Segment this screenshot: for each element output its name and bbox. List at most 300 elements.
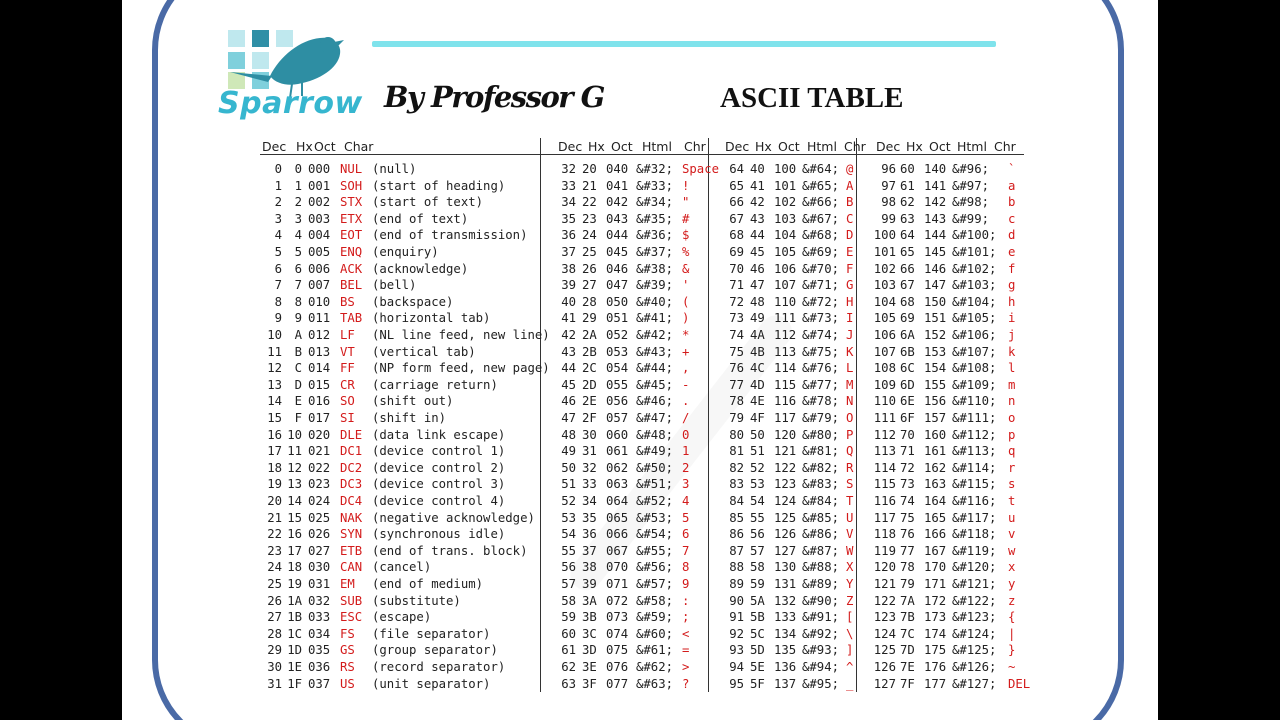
oct-cell: 074 [606,626,629,641]
dec-cell: 33 [561,178,576,193]
oct-cell: 025 [308,510,331,525]
hex-cell: 36 [582,527,597,542]
chr-cell: _ [846,676,854,691]
table-row [258,610,1028,627]
html-cell: &#32; [636,162,674,176]
chr-cell: } [1008,643,1016,658]
hex-cell: 31 [582,444,597,459]
table-row [258,179,1028,196]
hex-cell: 43 [750,211,765,226]
hex-cell: 78 [900,560,915,575]
char-desc-cell: (NP form feed, new page) [372,361,550,376]
oct-cell: 023 [308,477,331,492]
chr-cell: 9 [682,577,690,591]
hex-cell: 11 [287,444,302,459]
header-hx: Hx [296,139,313,154]
oct-cell: 132 [774,593,797,608]
dec-cell: 59 [561,610,576,625]
hex-cell: 46 [750,261,765,276]
oct-cell: 177 [924,676,947,691]
oct-cell: 045 [606,245,629,259]
dec-cell: 108 [873,361,896,376]
html-cell: &#58; [636,593,674,608]
html-cell: &#89; [802,577,840,591]
oct-cell: 153 [924,344,947,359]
hex-cell: 4C [750,361,765,376]
html-cell: &#94; [802,660,840,674]
header-hx: Hx [755,139,772,154]
html-cell: &#96; [952,162,990,176]
oct-cell: 145 [924,245,947,259]
dec-cell: 15 [267,411,282,425]
hex-cell: 3B [582,610,597,625]
html-cell: &#44; [636,361,674,376]
hex-cell: 18 [287,560,302,575]
table-row [258,511,1028,528]
chr-cell: O [846,411,854,425]
oct-cell: 052 [606,328,629,342]
chr-cell: M [846,377,854,392]
dec-cell: 47 [561,411,576,425]
dec-cell: 20 [267,494,282,508]
char-desc-cell: (negative acknowledge) [372,510,535,525]
dec-cell: 61 [561,643,576,658]
oct-cell: 160 [924,427,947,442]
table-row [258,295,1028,312]
dec-cell: 122 [873,593,896,608]
chr-cell: < [682,626,690,641]
header-dec: Dec [876,139,901,154]
dec-cell: 78 [729,394,744,409]
chr-cell: \ [846,626,854,641]
char-code-cell: SUB [340,593,363,608]
oct-cell: 175 [924,643,947,658]
chr-cell: u [1008,510,1016,525]
hex-cell: 50 [750,427,765,442]
oct-cell: 003 [308,211,331,226]
hex-cell: 27 [582,278,597,293]
header-dec: Dec [558,139,583,154]
oct-cell: 113 [774,344,797,359]
oct-cell: 120 [774,427,797,442]
hex-cell: 71 [900,444,915,459]
html-cell: &#86; [802,527,840,542]
html-cell: &#34; [636,195,674,210]
dec-cell: 14 [267,394,282,409]
hex-cell: 7 [294,278,302,293]
oct-cell: 140 [924,162,947,176]
table-row [258,195,1028,212]
html-cell: &#117; [952,510,997,525]
hex-cell: 54 [750,494,765,508]
dec-cell: 85 [729,510,744,525]
dec-cell: 90 [729,593,744,608]
header-oct: Oct [314,139,336,154]
html-cell: &#103; [952,278,997,293]
chr-cell: m [1008,377,1016,392]
chr-cell: k [1008,344,1016,359]
dec-cell: 116 [873,494,896,508]
html-cell: &#62; [636,660,674,674]
header-html: Html [957,139,987,154]
hex-cell: 5 [294,245,302,259]
html-cell: &#81; [802,444,840,459]
html-cell: &#85; [802,510,840,525]
dec-cell: 55 [561,543,576,558]
header-hx: Hx [588,139,605,154]
char-code-cell: BS [340,294,355,309]
chr-cell: 5 [682,510,690,525]
hex-cell: 39 [582,577,597,591]
oct-cell: 040 [606,162,629,176]
hex-cell: 2 [294,195,302,210]
chr-cell: % [682,245,690,259]
chr-cell: g [1008,278,1016,293]
hex-cell: 67 [900,278,915,293]
char-desc-cell: (bell) [372,278,417,293]
oct-cell: 173 [924,610,947,625]
oct-cell: 150 [924,294,947,309]
hex-cell: 53 [750,477,765,492]
dec-cell: 37 [561,245,576,259]
hex-cell: 23 [582,211,597,226]
char-desc-cell: (escape) [372,610,432,625]
oct-cell: 134 [774,626,797,641]
chr-cell: Z [846,593,854,608]
table-row [258,577,1028,594]
oct-cell: 046 [606,261,629,276]
html-cell: &#106; [952,328,997,342]
hex-cell: 62 [900,195,915,210]
char-code-cell: EOT [340,228,363,243]
ascii-table [258,136,1036,696]
table-row [258,643,1028,660]
chr-cell: | [1008,626,1016,641]
oct-cell: 167 [924,543,947,558]
char-code-cell: US [340,676,355,691]
dec-cell: 19 [267,477,282,492]
dec-cell: 53 [561,510,576,525]
html-cell: &#124; [952,626,997,641]
char-desc-cell: (cancel) [372,560,432,575]
hex-cell: 66 [900,261,915,276]
hex-cell: 51 [750,444,765,459]
oct-cell: 047 [606,278,629,293]
chr-cell: V [846,527,854,542]
table-row [258,278,1028,295]
char-desc-cell: (substitute) [372,593,461,608]
html-cell: &#91; [802,610,840,625]
header-html: Html [642,139,672,154]
dec-cell: 66 [729,195,744,210]
dec-cell: 58 [561,593,576,608]
oct-cell: 073 [606,610,629,625]
dec-cell: 91 [729,610,744,625]
html-cell: &#54; [636,527,674,542]
char-code-cell: SO [340,394,355,409]
chr-cell: J [846,328,854,342]
char-code-cell: DLE [340,427,363,442]
dec-cell: 5 [274,245,282,259]
dec-cell: 126 [873,660,896,674]
oct-cell: 152 [924,328,947,342]
oct-cell: 065 [606,510,629,525]
chr-cell: 7 [682,543,690,558]
hex-cell: 6D [900,377,915,392]
chr-cell: I [846,311,854,326]
html-cell: &#93; [802,643,840,658]
hex-cell: 3F [582,676,597,691]
oct-cell: 015 [308,377,331,392]
char-code-cell: EM [340,577,355,591]
hex-cell: 2E [582,394,597,409]
hex-cell: 76 [900,527,915,542]
chr-cell: q [1008,444,1016,459]
hex-cell: 70 [900,427,915,442]
hex-cell: 5E [750,660,765,674]
html-cell: &#53; [636,510,674,525]
table-row [258,411,1028,428]
chr-cell: 4 [682,494,690,508]
hex-cell: 48 [750,294,765,309]
dec-cell: 117 [873,510,896,525]
dec-cell: 109 [873,377,896,392]
hex-cell: 2D [582,377,597,392]
chr-cell: $ [682,228,690,243]
hex-cell: 5D [750,643,765,658]
dec-cell: 46 [561,394,576,409]
hex-cell: 2F [582,411,597,425]
table-row [258,477,1028,494]
chr-cell: o [1008,411,1016,425]
oct-cell: 030 [308,560,331,575]
hex-cell: 75 [900,510,915,525]
hex-cell: 5F [750,676,765,691]
oct-cell: 146 [924,261,947,276]
oct-cell: 135 [774,643,797,658]
oct-cell: 115 [774,377,797,392]
char-code-cell: NUL [340,162,363,176]
html-cell: &#97; [952,178,990,193]
chr-cell: , [682,361,690,376]
oct-cell: 164 [924,494,947,508]
dec-cell: 12 [267,361,282,376]
html-cell: &#50; [636,460,674,475]
html-cell: &#59; [636,610,674,625]
hex-cell: 7B [900,610,915,625]
dec-cell: 88 [729,560,744,575]
hex-cell: 1A [287,593,302,608]
chr-cell: ! [682,178,690,193]
chr-cell: ^ [846,660,854,674]
dec-cell: 7 [274,278,282,293]
char-desc-cell: (device control 4) [372,494,506,508]
oct-cell: 021 [308,444,331,459]
hex-cell: 59 [750,577,765,591]
dec-cell: 96 [881,162,896,176]
hex-cell: 5A [750,593,765,608]
chr-cell: P [846,427,854,442]
html-cell: &#121; [952,577,997,591]
html-cell: &#119; [952,543,997,558]
hex-cell: 0 [294,162,302,176]
dec-cell: 120 [873,560,896,575]
dec-cell: 52 [561,494,576,508]
page-title: ASCII TABLE [720,82,904,114]
html-cell: &#68; [802,228,840,243]
hex-cell: 6E [900,394,915,409]
hex-cell: 79 [900,577,915,591]
chr-cell: t [1008,494,1016,508]
html-cell: &#79; [802,411,840,425]
chr-cell: X [846,560,854,575]
hex-cell: 73 [900,477,915,492]
oct-cell: 001 [308,178,331,193]
dec-cell: 115 [873,477,896,492]
chr-cell: H [846,294,854,309]
char-code-cell: ESC [340,610,363,625]
html-cell: &#39; [636,278,674,293]
char-code-cell: SI [340,411,355,425]
chr-cell: b [1008,195,1016,210]
char-desc-cell: (vertical tab) [372,344,476,359]
html-cell: &#40; [636,294,674,309]
dec-cell: 114 [873,460,896,475]
html-cell: &#82; [802,460,840,475]
oct-cell: 104 [774,228,797,243]
hex-cell: 19 [287,577,302,591]
hex-cell: 29 [582,311,597,326]
oct-cell: 042 [606,195,629,210]
hex-cell: 6 [294,261,302,276]
html-cell: &#107; [952,344,997,359]
chr-cell: Q [846,444,854,459]
html-cell: &#45; [636,377,674,392]
html-cell: &#87; [802,543,840,558]
hex-cell: 77 [900,543,915,558]
html-cell: &#122; [952,593,997,608]
char-code-cell: RS [340,660,355,674]
hex-cell: 28 [582,294,597,309]
oct-cell: 071 [606,577,629,591]
oct-cell: 010 [308,294,331,309]
dec-cell: 31 [267,676,282,691]
oct-cell: 125 [774,510,797,525]
chr-cell: i [1008,311,1016,326]
table-row [258,262,1028,279]
hex-cell: 1B [287,610,302,625]
dec-cell: 2 [274,195,282,210]
dec-cell: 101 [873,245,896,259]
oct-cell: 155 [924,377,947,392]
table-row [258,494,1028,511]
html-cell: &#51; [636,477,674,492]
dec-cell: 123 [873,610,896,625]
html-cell: &#104; [952,294,997,309]
char-code-cell: LF [340,328,355,342]
oct-cell: 105 [774,245,797,259]
table-row [258,311,1028,328]
html-cell: &#64; [802,162,840,176]
oct-cell: 033 [308,610,331,625]
dec-cell: 64 [729,162,744,176]
char-desc-cell: (shift out) [372,394,454,409]
table-row [258,361,1028,378]
hex-cell: D [294,377,302,392]
oct-cell: 036 [308,660,331,674]
hex-cell: 49 [750,311,765,326]
oct-cell: 154 [924,361,947,376]
header-dec: Dec [725,139,750,154]
char-code-cell: TAB [340,311,363,326]
dec-cell: 24 [267,560,282,575]
hex-cell: 6B [900,344,915,359]
dec-cell: 127 [873,676,896,691]
hex-cell: 1C [287,626,302,641]
chr-cell: z [1008,593,1016,608]
dec-cell: 84 [729,494,744,508]
chr-cell: v [1008,527,1016,542]
oct-cell: 076 [606,660,629,674]
oct-cell: 122 [774,460,797,475]
dec-cell: 16 [267,427,282,442]
hex-cell: 24 [582,228,597,243]
table-row [258,594,1028,611]
hex-cell: 14 [287,494,302,508]
html-cell: &#90; [802,593,840,608]
chr-cell: n [1008,394,1016,409]
dec-cell: 42 [561,328,576,342]
hex-cell: 42 [750,195,765,210]
header-dec: Dec [262,139,287,154]
dec-cell: 54 [561,527,576,542]
hex-cell: 57 [750,543,765,558]
hex-cell: 7E [900,660,915,674]
dec-cell: 63 [561,676,576,691]
html-cell: &#48; [636,427,674,442]
oct-cell: 007 [308,278,331,293]
chr-cell: s [1008,477,1016,492]
chr-cell: " [682,195,690,210]
hex-cell: 34 [582,494,597,508]
char-desc-cell: (acknowledge) [372,261,469,276]
chr-cell: Y [846,577,854,591]
chr-cell: 2 [682,460,690,475]
chr-cell: p [1008,427,1016,442]
chr-cell: ] [846,643,854,658]
oct-cell: 051 [606,311,629,326]
chr-cell: + [682,344,690,359]
hex-cell: 47 [750,278,765,293]
char-desc-cell: (end of medium) [372,577,484,591]
hex-cell: 4D [750,377,765,392]
oct-cell: 110 [774,294,797,309]
html-cell: &#33; [636,178,674,193]
table-row [258,544,1028,561]
dec-cell: 6 [274,261,282,276]
dec-cell: 32 [561,162,576,176]
html-cell: &#110; [952,394,997,409]
oct-cell: 055 [606,377,629,392]
chr-cell: . [682,394,690,409]
char-code-cell: ACK [340,261,363,276]
html-cell: &#92; [802,626,840,641]
table-row [258,345,1028,362]
dec-cell: 13 [267,377,282,392]
dec-cell: 4 [274,228,282,243]
html-cell: &#84; [802,494,840,508]
brand-name: Sparrow [218,86,363,121]
